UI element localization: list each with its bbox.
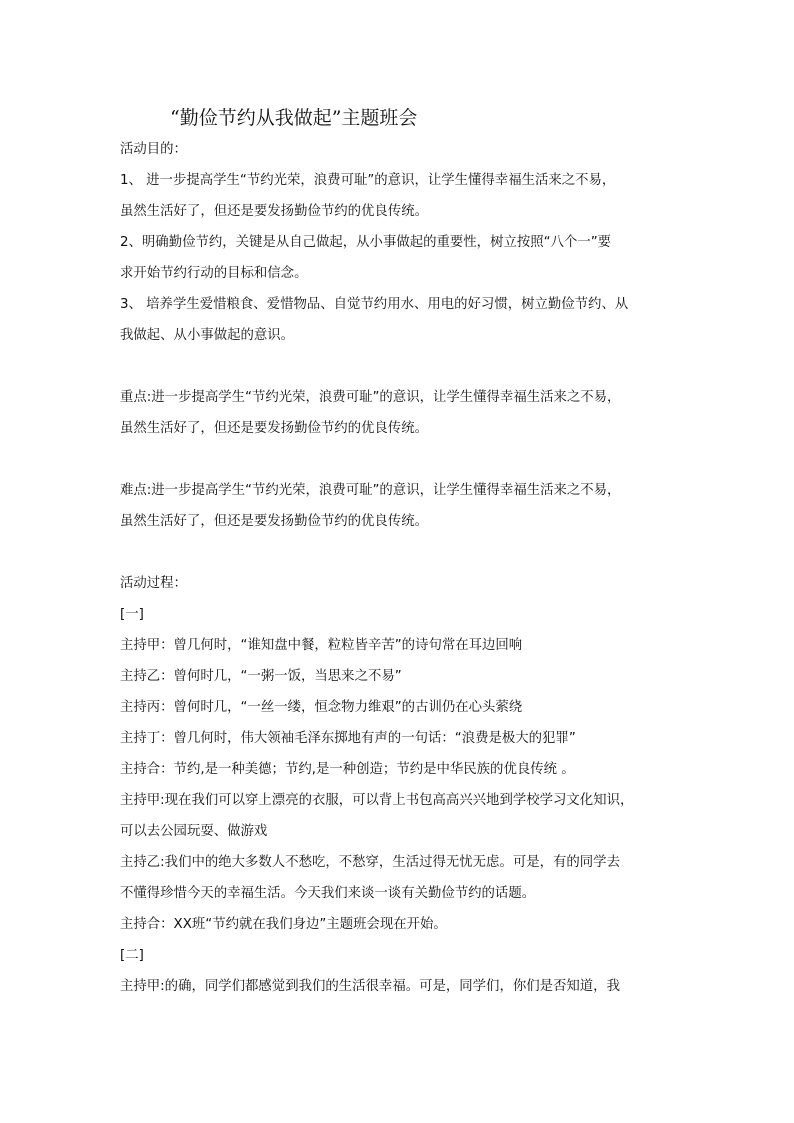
goal-heading: 活动目的： (120, 142, 187, 157)
host-b-paragraph-2 (120, 847, 682, 909)
part-one-label: [一] (120, 607, 144, 622)
key-point-paragraph (120, 382, 682, 444)
text-line: 2、明确勤俭节约，关键是从自己做起，从小事做起的重要性，树立按照“八个一”要 (120, 235, 612, 250)
text-line: 不懂得珍惜今天的幸福生活。今天我们来谈一谈有关勤俭节约的话题。 (120, 886, 536, 901)
document-body (120, 102, 682, 1002)
host-c-line-1: 主持丙：曾何时几，“一丝一缕，恒念物力维艰”的古训仍在心头萦绕 (120, 700, 523, 715)
text-line: 虽然生活好了，但还是要发扬勤俭节约的优良传统。 (120, 514, 428, 529)
host-a-line-3: 主持甲:的确，同学们都感觉到我们的生活很幸福。可是，同学们，你们是否知道，我 (120, 979, 620, 994)
goal-item-2 (120, 227, 682, 289)
part-two-label: [二] (120, 948, 144, 963)
spacer (120, 444, 682, 475)
host-b-line-1: 主持乙：曾何时几，“一粥一饭，当思来之不易” (120, 669, 402, 684)
document-title: “勤俭节约从我做起”主题班会 (170, 107, 418, 129)
goal-item-3 (120, 289, 682, 351)
text-line: 虽然生活好了，但还是要发扬勤俭节约的优良传统。 (120, 204, 428, 219)
text-line: 3、 培养学生爱惜粮食、爱惜物品、自觉节约用水、用电的好习惯，树立勤俭节约、从 (120, 297, 629, 312)
host-a-paragraph-2 (120, 785, 682, 847)
text-line: 难点:进一步提高学生“节约光荣，浪费可耻”的意识，让学生懂得幸福生活来之不易， (120, 483, 621, 498)
host-a-line-1: 主持甲：曾几何时，“谁知盘中餐，粒粒皆辛苦”的诗句常在耳边回响 (120, 638, 523, 653)
spacer (120, 537, 682, 568)
goal-item-1 (120, 165, 682, 227)
process-heading: 活动过程： (120, 576, 187, 591)
difficulty-paragraph (120, 475, 682, 537)
text-line: 1、 进一步提高学生“节约光荣，浪费可耻”的意识，让学生懂得幸福生活来之不易， (120, 173, 616, 188)
text-line: 主持甲:现在我们可以穿上漂亮的衣服，可以背上书包高高兴兴地到学校学习文化知识， (120, 793, 634, 808)
host-all-line-1: 主持合：节约,是一种美德；节约,是一种创造；节约是中华民族的优良传统 。 (120, 762, 575, 777)
host-all-line-2: 主持合：XX班“节约就在我们身边”主题班会现在开始。 (120, 917, 447, 932)
text-line: 虽然生活好了，但还是要发扬勤俭节约的优良传统。 (120, 421, 428, 436)
text-line: 重点:进一步提高学生“节约光荣，浪费可耻”的意识，让学生懂得幸福生活来之不易， (120, 390, 621, 405)
text-line: 主持乙:我们中的绝大多数人不愁吃，不愁穿，生活过得无忧无虑。可是，有的同学去 (120, 855, 620, 870)
spacer (120, 351, 682, 382)
text-line: 我做起、从小事做起的意识。 (120, 328, 295, 343)
text-line: 可以去公园玩耍、做游戏 (120, 824, 268, 839)
host-d-line-1: 主持丁：曾几何时，伟大领袖毛泽东掷地有声的一句话：“浪费是极大的犯罪” (120, 731, 576, 746)
text-line: 求开始节约行动的目标和信念。 (120, 266, 308, 281)
